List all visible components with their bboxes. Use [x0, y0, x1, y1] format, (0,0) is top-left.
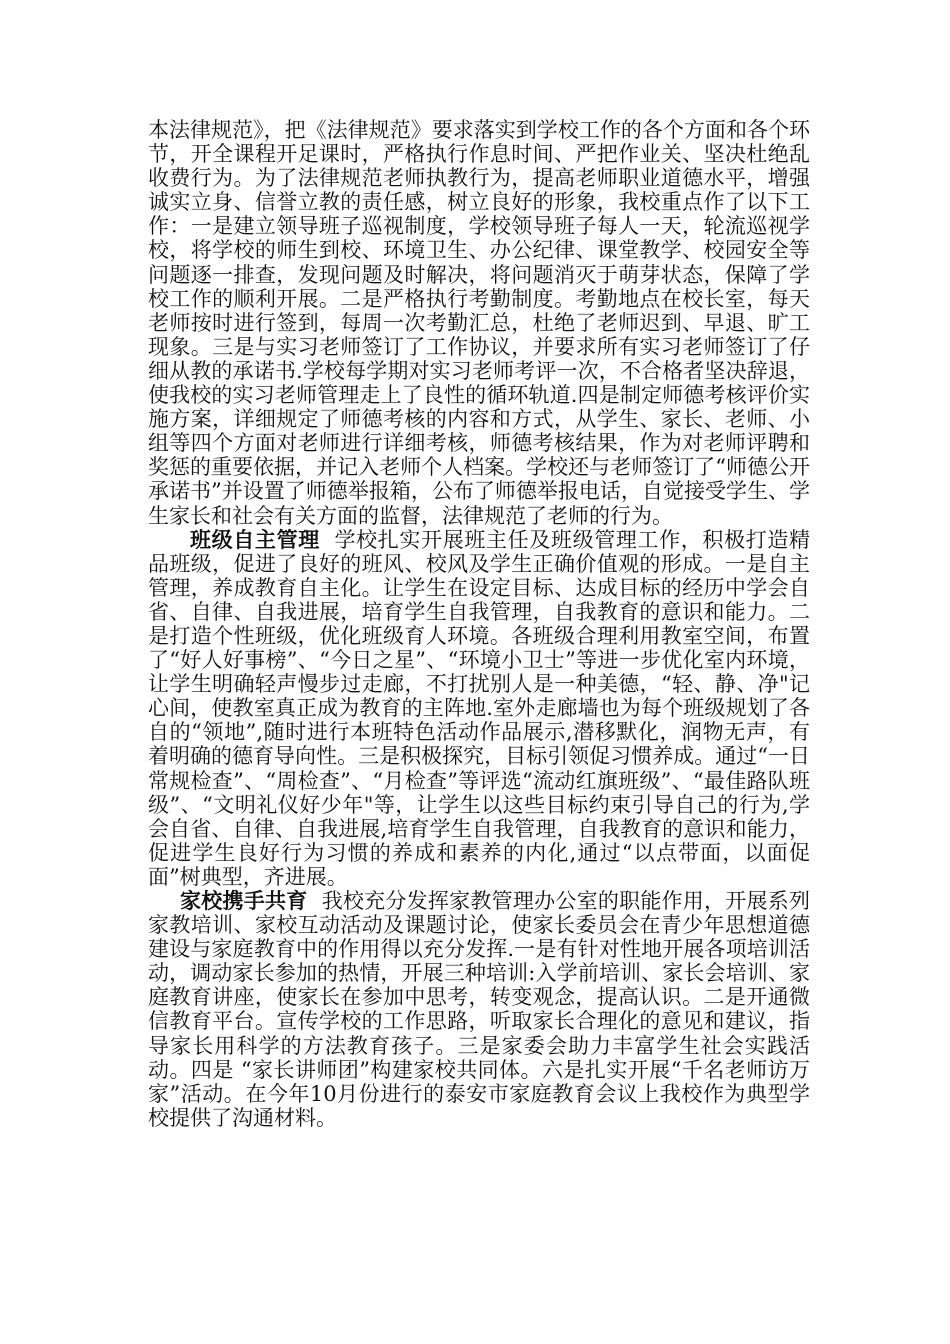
- paragraph-class-management: [148, 528, 810, 889]
- section-heading-home-school: 家校携手共育: [180, 888, 308, 913]
- document-page: [148, 118, 810, 1130]
- home-school-body: 我校充分发挥家教管理办公室的职能作用，开展系列家教培训、家校互动活动及课题讨论，使家长委员会在青少年思想道德建设与家庭教育中的作用得以充分发挥.一是有针对性地开展各项培训活动，调动家长参加的热情，开展三种培训:入学前培训、家长会培训、家庭教育讲座，使家长在参加中思考，转变观念，提高认识。二是开通微信教育平台。宣传学校的工作思路，听取家长合理化的意见和建议，指导家长用科学的方法教育孩子。三是家委会助力丰富学生社会实践活动。四是 “家长讲师团”构建家校共同体。六是扎实开展“千名老师访万家”活动。在今年10月份进行的泰安市家庭教育会议上我校作为典型学校提供了沟通材料。: [148, 889, 811, 1130]
- paragraph-home-school: [148, 889, 810, 1130]
- class-management-body: 学校扎实开展班主任及班级管理工作，积极打造精品班级，促进了良好的班风、校风及学生正确价值观的形成。一是自主管理，养成教育自主化。让学生在设定目标、达成目标的经历中学会自省、自律、自我进展，培育学生自我管理，自我教育的意识和能力。二是打造个性班级，优化班级育人环境。各班级合理利用教室空间，布置了“好人好事榜”、“今日之星”、“环境小卫士”等进一步优化室内环境，让学生明确轻声慢步过走廊，不打扰别人是一种美德，“轻、静、净"记心间，使教室真正成为教育的主阵地.室外走廊墙也为每个班级规划了各自的“领地”,随时进行本班特色活动作品展示,潜移默化，润物无声，有着明确的德育导向性。三是积极探究，目标引领促习惯养成。通过“一日常规检查”、“周检查”、“月检查”等评选“流动红旗班级”、“最佳路队班级”、“文明礼仪好少年"等，让学生以这些目标约束引导自己的行为,学会自省、自律、自我进展,培育学生自我管理，自我教育的意识和能力，促进学生良好行为习惯的养成和素养的内化,通过“以点带面，以面促面”树典型，齐进展。: [148, 527, 811, 889]
- paragraph-teacher-ethics: 本法律规范》，把《法律规范》要求落实到学校工作的各个方面和各个环节，开全课程开足课时，严格执行作息时间、严把作业关、坚决杜绝乱收费行为。为了法律规范老师执教行为，提高老师职业道德水平，增强诚实立身、信誉立教的责任感，树立良好的形象，我校重点作了以下工作：一是建立领导班子巡视制度，学校领导班子每人一天，轮流巡视学校，将学校的师生到校、环境卫生、办公纪律、课堂教学、校园安全等问题逐一排查，发现问题及时解决，将问题消灭于萌芽状态，保障了学校工作的顺利开展。二是严格执行考勤制度。考勤地点在校长室，每天老师按时进行签到，每周一次考勤汇总，杜绝了老师迟到、早退、旷工现象。三是与实习老师签订了工作协议，并要求所有实习老师签订了仔细从教的承诺书.学校每学期对实习老师考评一次，不合格者坚决辞退，使我校的实习老师管理走上了良性的循环轨道.四是制定师德考核评价实施方案，详细规定了师德考核的内容和方式，从学生、家长、老师、小组等四个方面对老师进行详细考核，师德考核结果，作为对老师评聘和奖惩的重要依据，并记入老师个人档案。学校还与老师签订了“师德公开承诺书”并设置了师德举报箱，公布了师德举报电话，自觉接受学生、学生家长和社会有关方面的监督，法律规范了老师的行为。: [148, 118, 810, 528]
- section-heading-class-management: 班级自主管理: [190, 526, 320, 552]
